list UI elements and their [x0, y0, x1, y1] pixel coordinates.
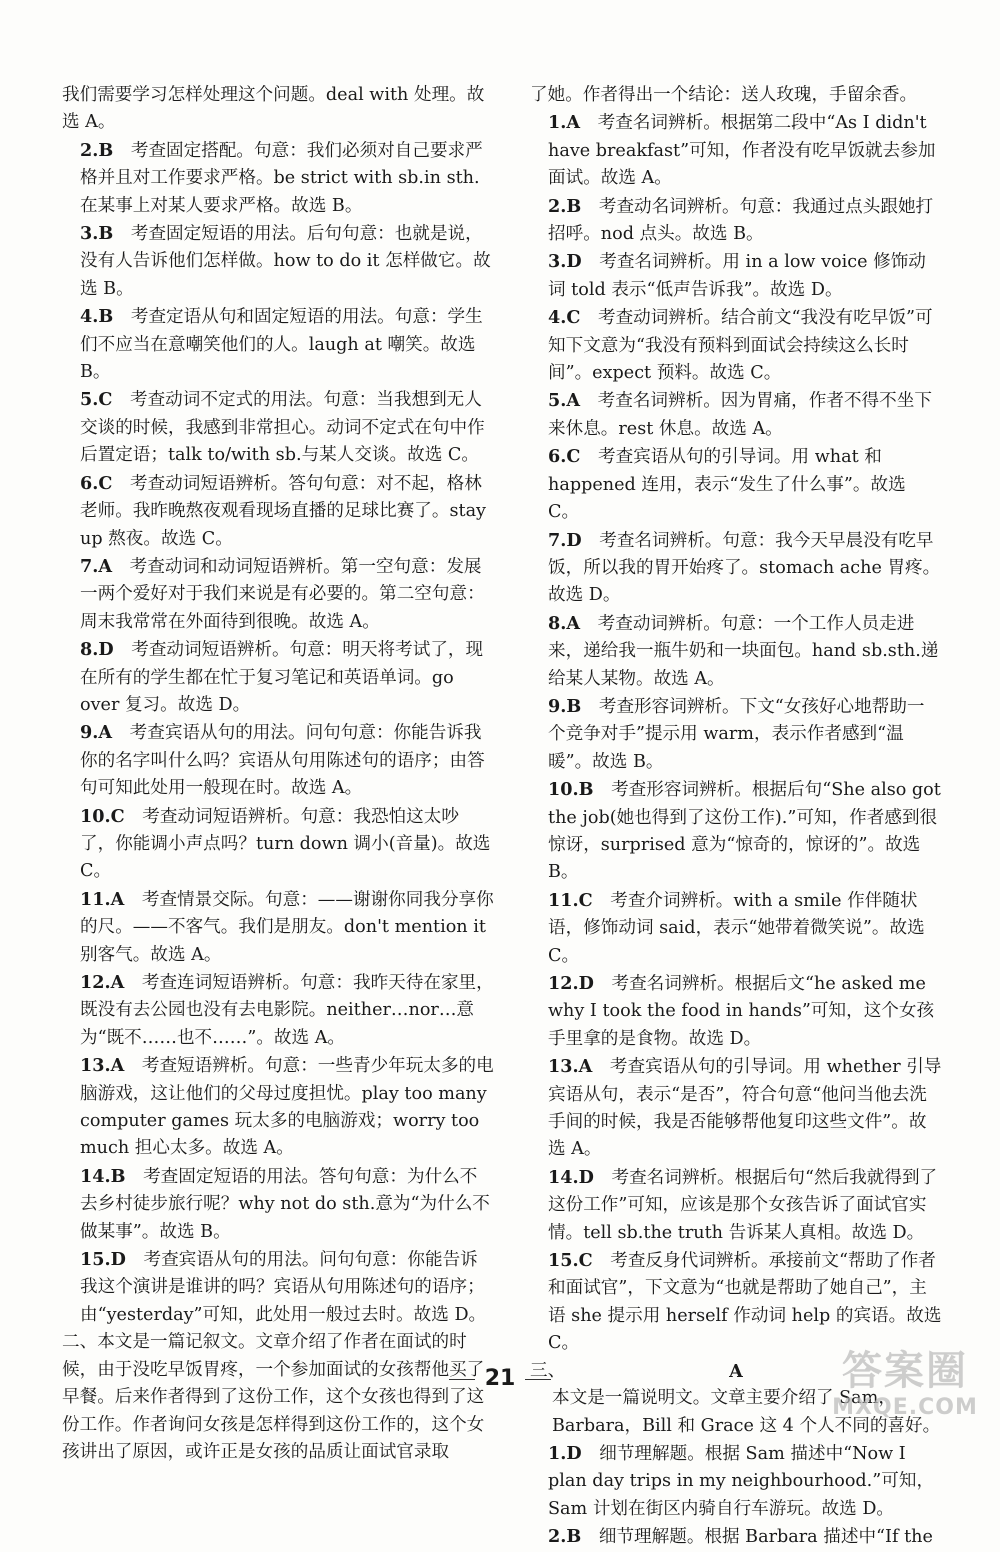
answer-explanation: 考查定语从句和固定短语的用法。句意：学生们不应当在意嘲笑他们的人。laugh at 嘲笑。故选 B。 [80, 307, 483, 383]
answer-explanation: 考查情景交际。句意：——谢谢你同我分享你的尺。——不客气。我们是朋友。don't mention it 别客气。故选 A。 [80, 889, 494, 965]
answer-explanation: 考查动词辨析。结合前文“我没有吃早饭”可知下文意为“我没有预料到面试会持续这么长时间”。expect 预料。故选 C。 [548, 308, 933, 384]
answer-item [62, 303, 494, 386]
answer-explanation: 考查动词短语辨析。答句句意：对不起，格林老师。我昨晚熬夜观看现场直播的足球比赛了。stay up 熬夜。故选 C。 [80, 473, 486, 549]
answer-item [530, 1164, 942, 1247]
answer-explanation: 考查名词辨析。用 in a low voice 修饰动词 told 表示“低声告诉我”。故选 D。 [548, 252, 926, 300]
watermark-logo: 答案圈 [842, 1348, 968, 1394]
answer-item [530, 1053, 942, 1164]
passage-label: A [729, 1360, 743, 1382]
answer-key: 2.B [80, 139, 114, 161]
answer-item [530, 610, 942, 693]
page-number: 21 [484, 1366, 516, 1391]
answer-key: 6.C [80, 472, 113, 494]
answer-explanation: 考查名词辨析。句意：我今天早晨没有吃早饭，所以我的胃开始疼了。stomach ache 胃疼。故选 D。 [548, 530, 941, 606]
answer-item [530, 387, 942, 443]
answer-item [530, 248, 942, 304]
answer-item [62, 386, 494, 469]
answer-item [62, 636, 494, 719]
answer-item [62, 1163, 494, 1246]
answer-key: 11.C [548, 889, 593, 911]
answer-item [530, 970, 942, 1053]
answer-key: 14.D [548, 1166, 594, 1188]
answer-key: 13.A [80, 1055, 125, 1077]
answer-key: 11.A [80, 888, 125, 910]
answer-explanation: 考查形容词辨析。下文“女孩好心地帮助一个竞争对手”提示用 warm，表示作者感到“温暖”。故选 B。 [548, 696, 925, 772]
answer-explanation: 考查动词短语辨析。句意：明天将考试了，现在所有的学生都在忙于复习笔记和英语单词。go over 复习。故选 D。 [80, 640, 484, 715]
answer-key: 5.C [80, 389, 113, 411]
answer-item [62, 220, 494, 303]
answer-key: 7.D [548, 529, 582, 551]
section-number: 二、 [62, 1332, 98, 1353]
answer-explanation: 考查连词短语辨析。句意：我昨天待在家里，既没有去公园也没有去电影院。neither…nor…意为“既不……也不……”。故选 A。 [80, 973, 494, 1048]
answer-explanation: 考查动词短语辨析。句意：我恐怕这太吵了，你能调小声点吗？turn down 调小(音量)。故选 C。 [80, 806, 491, 882]
answer-explanation: 考查固定短语的用法。后句句意：也就是说，没有人告诉他们怎样做。how to do it 怎样做它。故选 B。 [80, 224, 491, 299]
answer-key: 14.B [80, 1165, 126, 1187]
answer-key: 15.C [548, 1250, 593, 1272]
answer-item [62, 886, 494, 969]
answer-key: 3.D [548, 251, 582, 273]
answer-item [62, 803, 494, 886]
answer-explanation: 考查介词辨析。with a smile 作伴随状语，修饰动词 said，表示“她带着微笑说”。故选 C。 [548, 890, 925, 966]
answer-key: 4.C [548, 307, 581, 329]
watermark [820, 1347, 990, 1427]
footer-dash-left [449, 1379, 475, 1380]
answer-explanation: 考查宾语从句的用法。问句句意：你能告诉我这个演讲是谁讲的吗？宾语从句用陈述句的语序；由“yesterday”可知，此处用一般过去时。故选 D。 [80, 1250, 487, 1325]
answer-item [530, 109, 942, 192]
answer-key: 1.A [548, 112, 581, 134]
answer-key: 1.D [548, 1442, 582, 1464]
answer-key: 7.A [80, 555, 113, 577]
answer-key: 5.A [548, 390, 581, 412]
watermark-url: MXQE.COM [832, 1395, 978, 1420]
answer-item [62, 1052, 494, 1163]
answer-explanation: 考查宾语从句的引导词。用 whether 引导宾语从句，表示“是否”，符合句意“他问当他去洗手间的时候，我是否能够帮他复印这些文件”。故选 A。 [548, 1057, 942, 1160]
answer-key: 9.B [548, 695, 582, 717]
answer-explanation: 考查名词辨析。根据后文“he asked me why I took the food in hands”可知，这个女孩手里拿的是食物。故选 D。 [548, 974, 935, 1049]
answer-item [62, 470, 494, 553]
answer-explanation: 考查名词辨析。因为胃痛，作者不得不坐下来休息。rest 休息。故选 A。 [548, 391, 932, 439]
answer-key: 2.B [548, 195, 582, 217]
right-column [530, 82, 942, 1552]
answer-item [62, 969, 494, 1052]
answer-key: 6.C [548, 446, 581, 468]
answer-item [530, 443, 942, 526]
answer-explanation: 细节理解题。根据 Sam 描述中“Now I plan day trips in my neighbourhood.”可知，Sam 计划在街区内骑自行车游玩。故选 D。 [548, 1443, 935, 1519]
section-summary [62, 1329, 494, 1466]
answer-item [530, 887, 942, 970]
answer-item [62, 553, 494, 636]
answer-explanation: 考查反身代词辨析。承接前文“帮助了作者和面试官”，下文意为“也就是帮助了她自己”，主语 she 提示用 herself 作动词 help 的宾语。故选 C。 [548, 1251, 942, 1354]
answer-key: 15.D [80, 1249, 126, 1271]
left-column [62, 82, 494, 1466]
answer-key: 12.D [548, 973, 594, 994]
answer-key: 13.A [548, 1056, 593, 1078]
section-number: 三、 [530, 1360, 566, 1381]
answer-key: 3.B [80, 223, 114, 245]
answer-explanation: 考查宾语从句的引导词。用 what 和 happened 连用，表示“发生了什么事”。故选 C。 [548, 447, 906, 523]
answer-item [530, 193, 942, 249]
footer-dash-right [525, 1379, 551, 1380]
answer-item [62, 1246, 494, 1329]
answer-explanation: 考查短语辨析。句意：一些青少年玩太多的电脑游戏，这让他们的父母过度担忧。play too many computer games 玩太多的电脑游戏；worry too much 担心太多。故选 A。 [80, 1056, 494, 1159]
answer-explanation: 考查动词辨析。句意：一个工作人员走进来，递给我一瓶牛奶和一块面包。hand sb.sth.递给某人某物。故选 A。 [548, 613, 939, 689]
answer-key: 10.B [548, 779, 594, 801]
answer-item [62, 719, 494, 802]
section-text: 本文是一篇说明文。文章主要介绍了 Sam，Barbara，Bill 和 Grace 这 4 个人不同的喜好。 [552, 1388, 941, 1436]
answer-item [530, 1247, 942, 1358]
answer-item [530, 1440, 942, 1523]
answer-explanation: 考查宾语从句的用法。问句句意：你能告诉我你的名字叫什么吗？宾语从句用陈述句的语序；由答句可知此处用一般现在时。故选 A。 [80, 723, 485, 799]
answer-key: 2.B [548, 1526, 582, 1548]
answer-item [530, 693, 942, 776]
answer-item [62, 137, 494, 220]
answer-item [530, 1523, 942, 1551]
answer-key: 4.B [80, 306, 114, 328]
answer-explanation: 考查名词辨析。根据第二段中“As I didn't have breakfast”可知，作者没有吃早饭就去参加面试。故选 A。 [548, 113, 936, 189]
section-text: 本文是一篇记叙文。文章介绍了作者在面试的时候，由于没吃早饭胃疼，一个参加面试的女孩帮他买了早餐。后来作者得到了这份工作，这个女孩也得到了这份工作。作者询问女孩是怎样得到这份工作的，这个女孩讲出了原因，或许正是女孩的品质让面试官录取 [62, 1332, 485, 1462]
answer-item [530, 776, 942, 887]
continued-text: 了她。作者得出一个结论：送人玫瑰，手留余香。 [530, 85, 918, 105]
continued-text: 我们需要学习怎样处理这个问题。deal with 处理。故选 A。 [62, 85, 485, 133]
answer-explanation: 考查动名词辨析。句意：我通过点头跟她打招呼。nod 点头。故选 B。 [548, 196, 934, 245]
answer-explanation: 考查动词不定式的用法。句意：当我想到无人交谈的时候，我感到非常担心。动词不定式在句中作后置定语；talk to/with sb.与某人交谈。故选 C。 [80, 390, 485, 466]
answer-explanation: 考查名词辨析。根据后句“然后我就得到了这份工作”可知，应该是那个女孩告诉了面试官实情。tell sb.the truth 告诉某人真相。故选 D。 [548, 1167, 938, 1243]
answer-item [530, 304, 942, 387]
answer-key: 10.C [80, 805, 125, 827]
answer-key: 8.D [80, 639, 114, 661]
answer-explanation: 细节理解题。根据 Barbara 描述中“If the [598, 1527, 933, 1548]
answer-explanation: 考查形容词辨析。根据后句“She also got the job(她也得到了这份工作).”可知，作者感到很惊讶，surprised 意为“惊奇的，惊讶的”。故选 B。 [548, 780, 941, 883]
answer-explanation: 考查固定短语的用法。答句句意：为什么不去乡村徒步旅行呢？why not do sth.意为“为什么不做某事”。故选 B。 [80, 1166, 490, 1242]
answer-key: 9.A [80, 722, 113, 744]
answer-item [530, 527, 942, 610]
answer-explanation: 考查动词和动词短语辨析。第一空句意：发展一两个爱好对于我们来说是有必要的。第二空句意：周末我常常在外面待到很晚。故选 A。 [80, 556, 485, 632]
answer-explanation: 考查固定搭配。句意：我们必须对自己要求严格并且对工作要求严格。be strict with sb.in sth.在某事上对某人要求严格。故选 B。 [80, 140, 483, 216]
answer-key: 12.A [80, 972, 125, 993]
answer-key: 8.A [548, 612, 581, 634]
